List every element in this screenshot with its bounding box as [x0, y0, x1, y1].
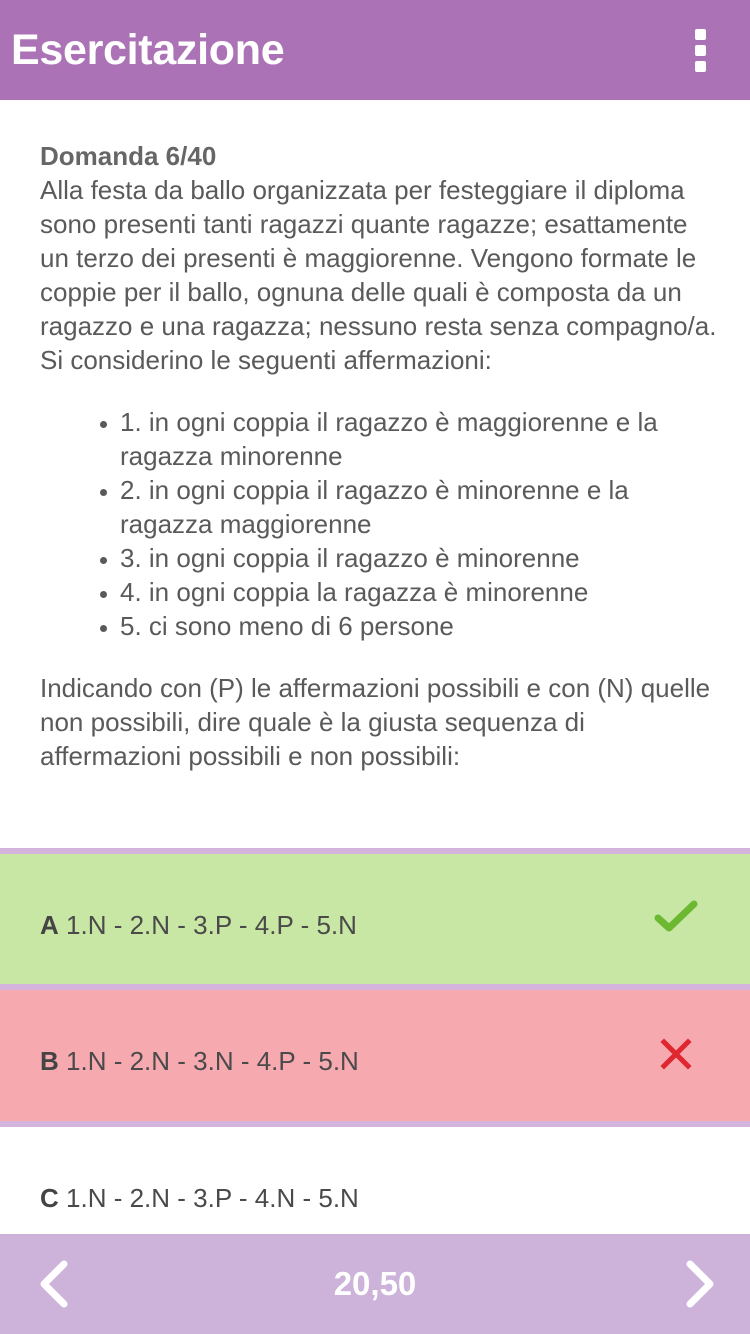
- answer-label: [40, 1183, 359, 1213]
- answer-letter: C: [40, 1183, 59, 1213]
- app-title: Esercitazione: [11, 26, 285, 74]
- question-instruction: Indicando con (P) le affermazioni possibili e con (N) quelle non possibili, dire quale è la giusta sequenza di affermazioni possibili e non possibili:: [40, 673, 711, 771]
- answer-label: [40, 910, 357, 940]
- answer-text: 1.N - 2.N - 3.P - 4.N - 5.N: [66, 1183, 359, 1213]
- cross-icon: [654, 1032, 698, 1076]
- statement-item: • 1. in ogni coppia il ragazzo è maggiorenne e la ragazza minorenne: [120, 405, 720, 473]
- question-text: Alla festa da ballo organizzata per festeggiare il diploma sono presenti tanti ragazzi quante ragazze; esattamente un terzo dei presenti è maggiorenne. Vengono formate le coppie per il ballo, ognuna delle quali è composta da un ragazzo e una ragazza; nessuno resta senza compagno/a. Si considerino le seguenti affermazioni:: [40, 175, 717, 375]
- statement-item: • 2. in ogni coppia il ragazzo è minorenne e la ragazza maggiorenne: [120, 473, 720, 541]
- statements-list: [40, 405, 720, 643]
- chevron-left-icon[interactable]: [30, 1258, 82, 1310]
- app-bar: [0, 0, 750, 100]
- answer-text: 1.N - 2.N - 3.N - 4.P - 5.N: [66, 1046, 359, 1076]
- more-vert-icon[interactable]: [680, 22, 720, 78]
- checkmark-icon: [654, 896, 698, 940]
- answer-option-b[interactable]: [0, 984, 750, 1125]
- statement-item: • 3. in ogni coppia il ragazzo è minorenne: [120, 541, 720, 575]
- answer-option-a[interactable]: [0, 848, 750, 984]
- question-content: [40, 139, 720, 773]
- question-number: Domanda 6/40: [40, 141, 217, 171]
- statement-item: • 4. in ogni coppia la ragazza è minorenne: [120, 575, 720, 609]
- score: 20,50: [333, 1265, 417, 1302]
- answer-option-c[interactable]: [0, 1121, 750, 1234]
- answer-letter: A: [40, 910, 59, 940]
- answer-text: 1.N - 2.N - 3.P - 4.P - 5.N: [66, 910, 357, 940]
- answer-label: [40, 1046, 359, 1076]
- answer-letter: B: [40, 1046, 59, 1076]
- statement-item: • 5. ci sono meno di 6 persone: [120, 609, 720, 643]
- bottom-bar: [0, 1234, 750, 1334]
- chevron-right-icon[interactable]: [672, 1258, 724, 1310]
